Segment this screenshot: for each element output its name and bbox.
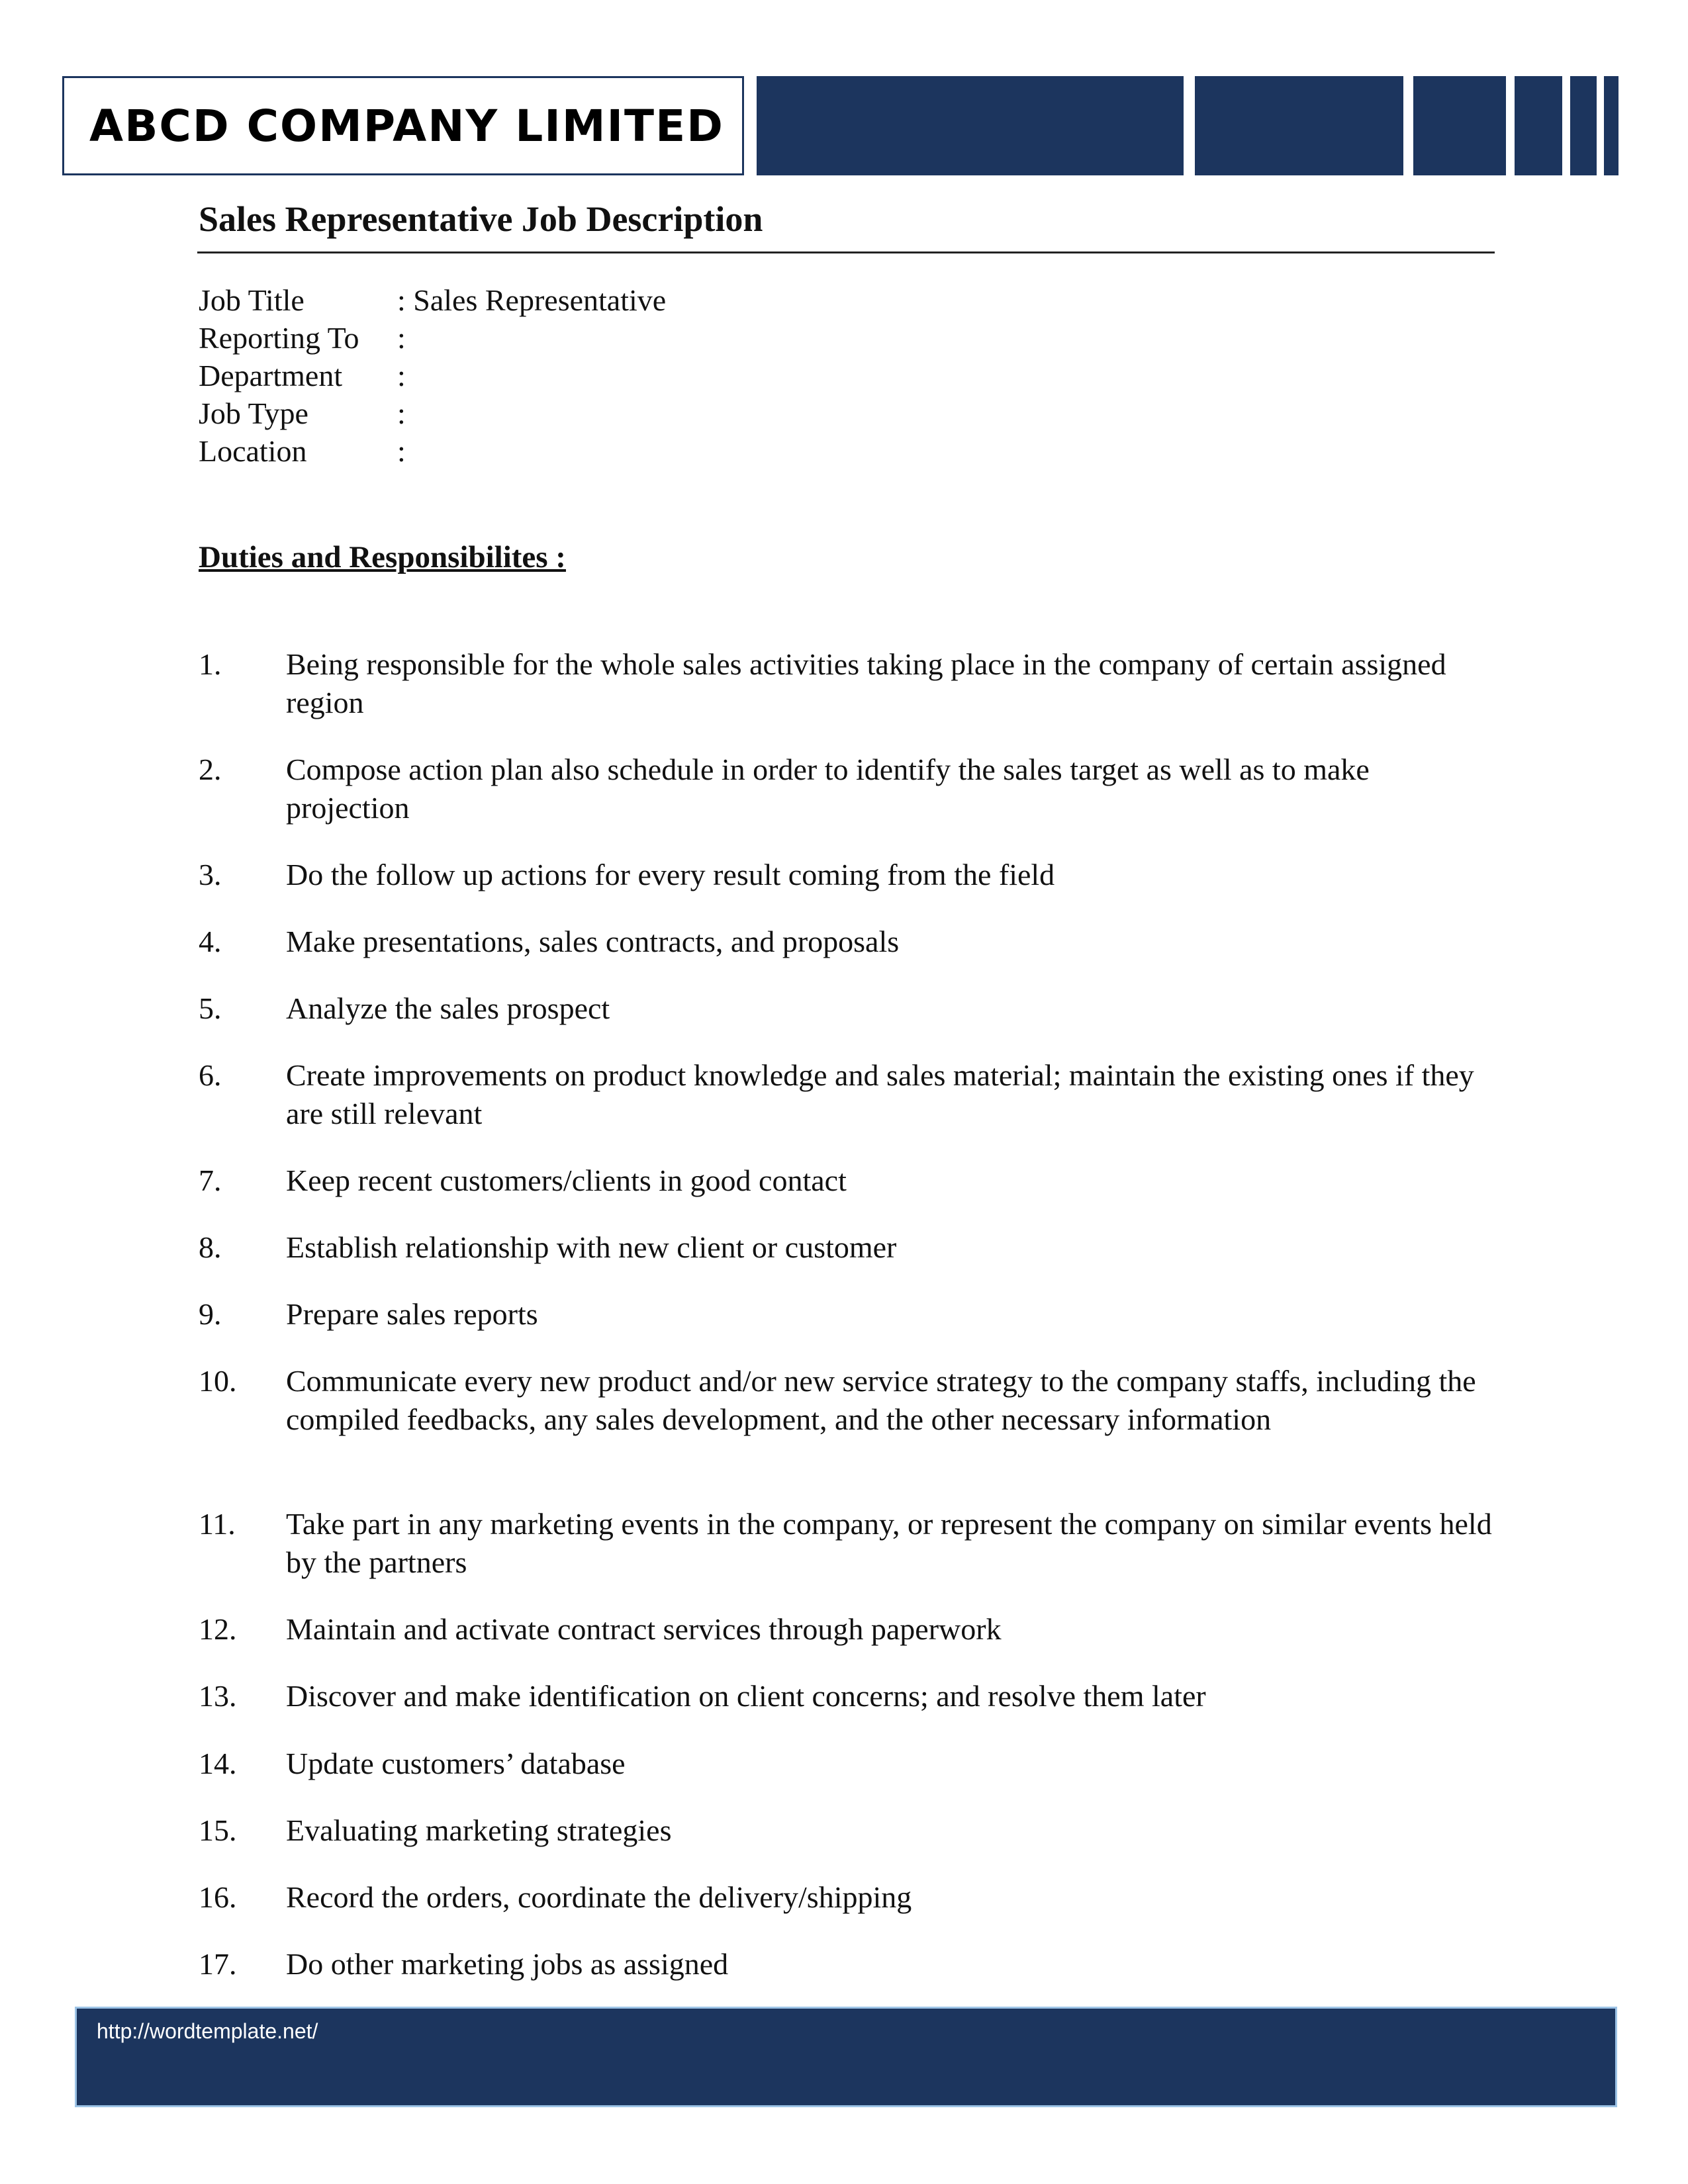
duty-number: 9.: [199, 1297, 222, 1331]
duty-number: 5.: [199, 991, 222, 1025]
duty-text: Keep recent customers/clients in good contact: [286, 1163, 847, 1197]
duty-number: 8.: [199, 1230, 222, 1264]
location-value: :: [397, 434, 406, 468]
duty-text: Do other marketing jobs as assigned: [286, 1947, 729, 1981]
title-divider: [197, 251, 1495, 253]
job-info-row: [199, 357, 666, 394]
job-title-label: Job Title: [199, 283, 305, 317]
duty-text: Do the follow up actions for every result coming from the field: [286, 858, 1055, 891]
duty-text: Make presentations, sales contracts, and proposals: [286, 925, 900, 958]
duty-text: Create improvements on product knowledge and sales material; maintain the existing ones if they are still relevant: [286, 1058, 1474, 1130]
duty-item: [199, 1677, 1496, 1715]
duty-text: Maintain and activate contract services through paperwork: [286, 1612, 1002, 1646]
duty-number: 3.: [199, 858, 222, 891]
job-info-row: [199, 319, 666, 357]
duty-item: [199, 1161, 1496, 1200]
reporting-to-value: :: [397, 321, 406, 355]
duty-number: 7.: [199, 1163, 222, 1197]
duty-item: [199, 1362, 1496, 1439]
duty-text: Establish relationship with new client or customer: [286, 1230, 897, 1264]
header-bar-1: [757, 76, 1184, 175]
company-name: ABCD COMPANY LIMITED: [89, 100, 724, 152]
duty-number: 14.: [199, 1747, 237, 1780]
reporting-to-label: Reporting To: [199, 321, 359, 355]
department-value: :: [397, 359, 406, 392]
duty-item: [199, 856, 1496, 894]
header-bar-4: [1515, 76, 1562, 175]
duty-text: Communicate every new product and/or new service strategy to the company staffs, including the compiled feedbacks, any sales development, and the other necessary information: [286, 1364, 1476, 1436]
duty-text: Prepare sales reports: [286, 1297, 538, 1331]
duties-heading: Duties and Responsibilites :: [199, 540, 566, 574]
header-bar-6: [1604, 76, 1618, 175]
footer-bar: [75, 2007, 1617, 2107]
header-bar-5: [1570, 76, 1597, 175]
duty-number: 15.: [199, 1813, 237, 1847]
duty-number: 10.: [199, 1364, 237, 1398]
duty-number: 4.: [199, 925, 222, 958]
duty-item: [199, 1745, 1496, 1783]
duty-text: Being responsible for the whole sales activities taking place in the company of certain assigned region: [286, 647, 1446, 719]
header-bar-3: [1413, 76, 1506, 175]
duty-number: 11.: [199, 1507, 236, 1541]
duty-number: 17.: [199, 1947, 237, 1981]
duty-item: [199, 645, 1496, 722]
footer-url: http://wordtemplate.net/: [97, 2019, 318, 2043]
company-name-box: [62, 76, 744, 175]
duty-item: [199, 1228, 1496, 1267]
duty-text: Record the orders, coordinate the delivery/shipping: [286, 1880, 912, 1914]
location-label: Location: [199, 434, 307, 468]
duty-item: [199, 1945, 1496, 1983]
header-bar-2: [1195, 76, 1403, 175]
duty-item: [199, 1811, 1496, 1850]
document-title: Sales Representative Job Description: [199, 199, 763, 239]
duty-number: 1.: [199, 647, 222, 681]
duty-text: Discover and make identification on client concerns; and resolve them later: [286, 1679, 1206, 1713]
job-info-row: [199, 281, 666, 319]
duty-number: 12.: [199, 1612, 237, 1646]
duty-item: [199, 1878, 1496, 1917]
duty-number: 2.: [199, 752, 222, 786]
department-label: Department: [199, 359, 343, 392]
duty-text: Compose action plan also schedule in order to identify the sales target as well as to make projection: [286, 752, 1370, 825]
duty-item: [199, 1056, 1496, 1133]
job-title-value: : Sales Representative: [397, 283, 667, 317]
job-info-row: [199, 432, 666, 470]
job-type-value: :: [397, 396, 406, 430]
duty-number: 13.: [199, 1679, 237, 1713]
duty-text: Evaluating marketing strategies: [286, 1813, 672, 1847]
job-info-table: [199, 281, 666, 470]
duty-number: 16.: [199, 1880, 237, 1914]
duty-item: [199, 1295, 1496, 1334]
duty-text: Update customers’ database: [286, 1747, 626, 1780]
duty-item: [199, 923, 1496, 961]
duty-item: [199, 751, 1496, 827]
duty-text: Take part in any marketing events in the company, or represent the company on similar events held by the partners: [286, 1507, 1492, 1579]
duty-item: [199, 1610, 1496, 1649]
duty-number: 6.: [199, 1058, 222, 1092]
job-type-label: Job Type: [199, 396, 308, 430]
duty-item: [199, 989, 1496, 1028]
duty-item: [199, 1505, 1496, 1582]
duty-text: Analyze the sales prospect: [286, 991, 610, 1025]
job-info-row: [199, 394, 666, 432]
